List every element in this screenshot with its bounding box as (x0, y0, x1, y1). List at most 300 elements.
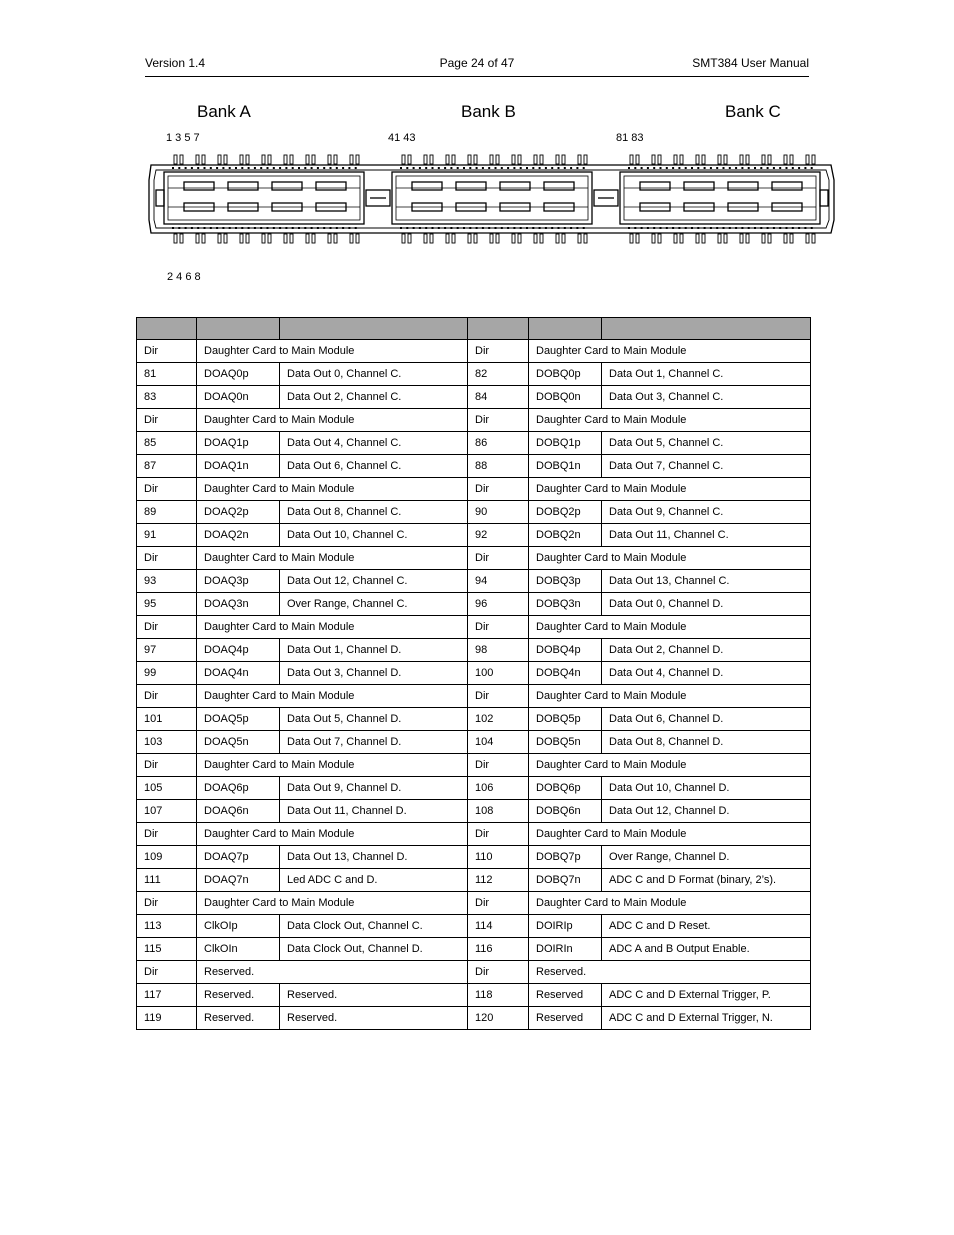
bank-b-top-pins: 41 43 (388, 132, 416, 144)
header-cell (468, 318, 529, 340)
contact-dot (178, 227, 180, 229)
contact-dot (304, 167, 306, 169)
pin-top (584, 155, 587, 164)
contact-dot (476, 227, 478, 229)
direction-row (137, 961, 811, 984)
table-cell: 120 (468, 1007, 529, 1030)
table-cell: Daughter Card to Main Module (529, 892, 811, 915)
contact-dot (551, 227, 553, 229)
contact-dot (279, 227, 281, 229)
pin-bottom (746, 234, 749, 243)
table-cell: Daughter Card to Main Module (529, 340, 811, 363)
table-cell: Daughter Card to Main Module (197, 340, 468, 363)
contact-dot (729, 227, 731, 229)
contact-dot (222, 167, 224, 169)
pin-bottom (680, 234, 683, 243)
contact-dot (482, 227, 484, 229)
table-cell: Data Out 6, Channel C. (280, 455, 468, 478)
contact-dot (697, 227, 699, 229)
contact-dot (425, 167, 427, 169)
table-cell: 84 (468, 386, 529, 409)
contact-dot (767, 167, 769, 169)
table-row (137, 386, 811, 409)
contact-dot (235, 227, 237, 229)
pin-top (218, 155, 221, 164)
contact-dot (729, 167, 731, 169)
pin-bottom (350, 234, 353, 243)
contact-dot (450, 167, 452, 169)
table-row (137, 524, 811, 547)
end-tab (156, 190, 164, 206)
contact-dot (342, 167, 344, 169)
header-cell (602, 318, 811, 340)
table-cell: 90 (468, 501, 529, 524)
table-cell: 81 (137, 363, 197, 386)
table-cell: Reserved. (529, 961, 811, 984)
contact-dot (254, 227, 256, 229)
direction-row (137, 616, 811, 639)
contact-dot (760, 227, 762, 229)
table-cell: 109 (137, 846, 197, 869)
connector-outline (149, 165, 834, 233)
table-cell: 106 (468, 777, 529, 800)
pin-bottom (636, 234, 639, 243)
pin-top (534, 155, 537, 164)
table-cell: Data Out 8, Channel C. (280, 501, 468, 524)
contact-dot (495, 227, 497, 229)
pin-top (180, 155, 183, 164)
table-cell: Data Out 4, Channel D. (602, 662, 811, 685)
contact-dot (488, 227, 490, 229)
contact-dot (285, 167, 287, 169)
table-cell: Dir (468, 754, 529, 777)
contact-dot (444, 227, 446, 229)
pin-table (136, 317, 811, 1030)
contact-dot (641, 167, 643, 169)
direction-row (137, 340, 811, 363)
pin-top (350, 155, 353, 164)
pin-bottom (702, 234, 705, 243)
contact-slot (684, 182, 714, 190)
pin-bottom (556, 234, 559, 243)
contact-dot (348, 227, 350, 229)
contact-dot (336, 227, 338, 229)
contact-dot (488, 167, 490, 169)
contact-dot (558, 167, 560, 169)
pin-top (630, 155, 633, 164)
contact-dot (469, 167, 471, 169)
contact-dot (704, 227, 706, 229)
pin-top (812, 155, 815, 164)
table-cell: 94 (468, 570, 529, 593)
table-cell: Dir (137, 823, 197, 846)
table-cell: 96 (468, 593, 529, 616)
pin-bottom (578, 234, 581, 243)
table-cell: 82 (468, 363, 529, 386)
contact-dot (438, 167, 440, 169)
pin-top (468, 155, 471, 164)
contact-dot (741, 167, 743, 169)
table-cell: DOAQ4p (197, 639, 280, 662)
table-cell: 99 (137, 662, 197, 685)
bank-a-top-pins: 1 3 5 7 (166, 132, 200, 144)
table-cell: Daughter Card to Main Module (197, 685, 468, 708)
table-cell: 103 (137, 731, 197, 754)
table-cell: 89 (137, 501, 197, 524)
contact-dot (513, 167, 515, 169)
contact-dot (628, 167, 630, 169)
contact-dot (298, 167, 300, 169)
table-cell: 97 (137, 639, 197, 662)
table-cell: 112 (468, 869, 529, 892)
contact-dot (216, 227, 218, 229)
table-cell: ADC C and D Reset. (602, 915, 811, 938)
contact-dot (685, 227, 687, 229)
pin-bottom (334, 234, 337, 243)
contact-dot (279, 167, 281, 169)
table-row (137, 777, 811, 800)
table-cell: Dir (468, 340, 529, 363)
contact-dot (204, 167, 206, 169)
table-cell: 105 (137, 777, 197, 800)
pin-bottom (496, 234, 499, 243)
pin-bottom (724, 234, 727, 243)
table-cell: DOBQ3n (529, 593, 602, 616)
contact-dot (507, 227, 509, 229)
pin-top (540, 155, 543, 164)
pin-top (402, 155, 405, 164)
contact-dot (229, 227, 231, 229)
contact-dot (641, 227, 643, 229)
table-row (137, 708, 811, 731)
contact-dot (229, 167, 231, 169)
table-cell: Data Out 9, Channel D. (280, 777, 468, 800)
pin-top (674, 155, 677, 164)
table-cell: Data Out 5, Channel C. (602, 432, 811, 455)
contact-dot (191, 167, 193, 169)
table-cell: Dir (137, 961, 197, 984)
direction-row (137, 478, 811, 501)
contact-dot (779, 227, 781, 229)
table-cell: DOAQ2n (197, 524, 280, 547)
table-cell: ADC C and D Format (binary, 2’s). (602, 869, 811, 892)
pin-bottom (762, 234, 765, 243)
contact-dot (311, 167, 313, 169)
table-cell: Dir (468, 616, 529, 639)
table-cell: Data Out 2, Channel D. (602, 639, 811, 662)
bank-c-label: Bank C (725, 102, 781, 121)
pin-bottom (468, 234, 471, 243)
bank-a-bottom-pins: 2 4 6 8 (167, 271, 201, 283)
table-cell: Data Out 7, Channel D. (280, 731, 468, 754)
contact-dot (691, 227, 693, 229)
direction-row (137, 409, 811, 432)
contact-dot (248, 167, 250, 169)
table-cell: Data Out 1, Channel C. (602, 363, 811, 386)
table-cell: Daughter Card to Main Module (197, 754, 468, 777)
table-cell: DOAQ3n (197, 593, 280, 616)
contact-dot (710, 167, 712, 169)
pin-bottom (518, 234, 521, 243)
contact-dot (501, 167, 503, 169)
contact-dot (520, 227, 522, 229)
contact-dot (185, 227, 187, 229)
pin-bottom (306, 234, 309, 243)
contact-dot (204, 227, 206, 229)
table-cell: Dir (468, 961, 529, 984)
contact-dot (292, 167, 294, 169)
table-cell: DOBQ6n (529, 800, 602, 823)
contact-dot (653, 167, 655, 169)
table-cell: DOBQ2n (529, 524, 602, 547)
contact-dot (570, 167, 572, 169)
pin-top (328, 155, 331, 164)
table-cell: Dir (137, 340, 197, 363)
table-cell: DOAQ4n (197, 662, 280, 685)
pin-bottom (408, 234, 411, 243)
contact-dot (576, 167, 578, 169)
pin-top (718, 155, 721, 164)
table-cell: DOBQ6p (529, 777, 602, 800)
table-cell: Daughter Card to Main Module (197, 409, 468, 432)
contact-dot (811, 167, 813, 169)
table-cell: 95 (137, 593, 197, 616)
table-row (137, 593, 811, 616)
pin-bottom (218, 234, 221, 243)
table-cell: DOAQ1p (197, 432, 280, 455)
pin-bottom (674, 234, 677, 243)
contact-dot (304, 227, 306, 229)
pin-top (746, 155, 749, 164)
bank-block (620, 172, 820, 224)
table-cell: Data Out 0, Channel D. (602, 593, 811, 616)
connector-diagram (148, 150, 838, 245)
contact-dot (539, 167, 541, 169)
table-cell: DOBQ1p (529, 432, 602, 455)
table-cell: 115 (137, 938, 197, 961)
pin-bottom (240, 234, 243, 243)
table-row (137, 501, 811, 524)
table-cell: DOBQ1n (529, 455, 602, 478)
contact-dot (628, 227, 630, 229)
contact-dot (526, 227, 528, 229)
table-cell: Data Clock Out, Channel D. (280, 938, 468, 961)
table-cell: Reserved. (280, 984, 468, 1007)
pin-bottom (630, 234, 633, 243)
contact-dot (197, 167, 199, 169)
contact-dot (526, 167, 528, 169)
pin-top (174, 155, 177, 164)
contact-slot (316, 182, 346, 190)
table-cell: 108 (468, 800, 529, 823)
bank-a-label: Bank A (197, 102, 251, 121)
table-row (137, 846, 811, 869)
table-row (137, 938, 811, 961)
pin-bottom (784, 234, 787, 243)
contact-dot (773, 167, 775, 169)
contact-dot (773, 227, 775, 229)
table-cell: 100 (468, 662, 529, 685)
contact-dot (330, 167, 332, 169)
contact-dot (539, 227, 541, 229)
table-cell: DOAQ1n (197, 455, 280, 478)
table-cell: Dir (468, 892, 529, 915)
pin-top (284, 155, 287, 164)
table-cell: ADC C and D External Trigger, N. (602, 1007, 811, 1030)
pin-top (306, 155, 309, 164)
contact-dot (457, 167, 459, 169)
table-cell: Dir (137, 409, 197, 432)
contact-dot (400, 227, 402, 229)
pin-bottom (534, 234, 537, 243)
contact-dot (355, 167, 357, 169)
end-tab (820, 190, 828, 206)
contact-dot (463, 227, 465, 229)
contact-dot (532, 227, 534, 229)
contact-dot (476, 167, 478, 169)
table-cell: 110 (468, 846, 529, 869)
direction-row (137, 892, 811, 915)
contact-dot (583, 167, 585, 169)
table-cell: Data Out 8, Channel D. (602, 731, 811, 754)
header-cell (280, 318, 468, 340)
contact-dot (792, 167, 794, 169)
contact-dot (754, 167, 756, 169)
header-cell (197, 318, 280, 340)
pin-top (408, 155, 411, 164)
contact-dot (317, 167, 319, 169)
pin-top (202, 155, 205, 164)
table-cell: Led ADC C and D. (280, 869, 468, 892)
table-cell: Dir (137, 892, 197, 915)
manual-title: SMT384 User Manual (692, 56, 809, 70)
contact-dot (660, 167, 662, 169)
contact-dot (716, 227, 718, 229)
table-cell: DOAQ3p (197, 570, 280, 593)
contact-dot (545, 167, 547, 169)
contact-dot (672, 227, 674, 229)
contact-dot (786, 227, 788, 229)
contact-dot (634, 227, 636, 229)
table-row (137, 432, 811, 455)
contact-dot (532, 167, 534, 169)
pin-top (556, 155, 559, 164)
pin-bottom (328, 234, 331, 243)
contact-dot (248, 227, 250, 229)
pin-top (268, 155, 271, 164)
contact-dot (792, 227, 794, 229)
contact-dot (647, 167, 649, 169)
header-cell (137, 318, 197, 340)
contact-dot (342, 227, 344, 229)
contact-dot (678, 227, 680, 229)
pin-top (740, 155, 743, 164)
bank-block (164, 172, 364, 224)
table-row (137, 363, 811, 386)
contact-dot (260, 227, 262, 229)
table-cell: 113 (137, 915, 197, 938)
table-cell: DOAQ2p (197, 501, 280, 524)
pin-bottom (452, 234, 455, 243)
contact-dot (311, 227, 313, 229)
contact-slot (272, 182, 302, 190)
contact-dot (285, 227, 287, 229)
contact-dot (697, 167, 699, 169)
pin-bottom (284, 234, 287, 243)
pin-bottom (474, 234, 477, 243)
table-cell: Dir (137, 685, 197, 708)
pin-bottom (174, 234, 177, 243)
contact-dot (450, 227, 452, 229)
contact-dot (666, 167, 668, 169)
pin-top (784, 155, 787, 164)
pin-bottom (658, 234, 661, 243)
table-cell: Data Out 11, Channel C. (602, 524, 811, 547)
table-cell: Data Out 6, Channel D. (602, 708, 811, 731)
contact-dot (564, 227, 566, 229)
contact-dot (463, 167, 465, 169)
pin-bottom (718, 234, 721, 243)
contact-dot (678, 167, 680, 169)
contact-dot (235, 167, 237, 169)
contact-dot (811, 227, 813, 229)
table-cell: ADC A and B Output Enable. (602, 938, 811, 961)
contact-dot (723, 227, 725, 229)
contact-dot (323, 167, 325, 169)
bank-c-top-pins: 81 83 (616, 132, 644, 144)
table-cell: DOAQ6p (197, 777, 280, 800)
table-cell: DOAQ0n (197, 386, 280, 409)
contact-slot (500, 182, 530, 190)
contact-dot (704, 167, 706, 169)
table-cell: Reserved. (280, 1007, 468, 1030)
contact-slot (228, 182, 258, 190)
table-row (137, 662, 811, 685)
pin-top (806, 155, 809, 164)
contact-dot (406, 167, 408, 169)
page-number: Page 24 of 47 (439, 56, 515, 70)
contact-dot (660, 227, 662, 229)
pin-top (768, 155, 771, 164)
table-cell: Over Range, Channel D. (602, 846, 811, 869)
pin-top (356, 155, 359, 164)
table-cell: DOAQ0p (197, 363, 280, 386)
table-row (137, 731, 811, 754)
pin-top (262, 155, 265, 164)
pin-top (496, 155, 499, 164)
pin-top (724, 155, 727, 164)
table-cell: Data Out 4, Channel C. (280, 432, 468, 455)
contact-dot (438, 227, 440, 229)
table-row (137, 800, 811, 823)
pin-bottom (812, 234, 815, 243)
table-cell: ADC C and D External Trigger, P. (602, 984, 811, 1007)
contact-dot (634, 167, 636, 169)
table-cell: 118 (468, 984, 529, 1007)
table-cell: DOBQ5p (529, 708, 602, 731)
table-cell: DOBQ4p (529, 639, 602, 662)
table-cell: DOAQ7n (197, 869, 280, 892)
table-cell: Data Out 11, Channel D. (280, 800, 468, 823)
table-cell: Data Out 10, Channel C. (280, 524, 468, 547)
pin-top (474, 155, 477, 164)
pin-bottom (512, 234, 515, 243)
contact-dot (419, 167, 421, 169)
direction-row (137, 547, 811, 570)
table-cell: Daughter Card to Main Module (529, 478, 811, 501)
pin-top (658, 155, 661, 164)
connector-inner-outline (154, 170, 829, 228)
